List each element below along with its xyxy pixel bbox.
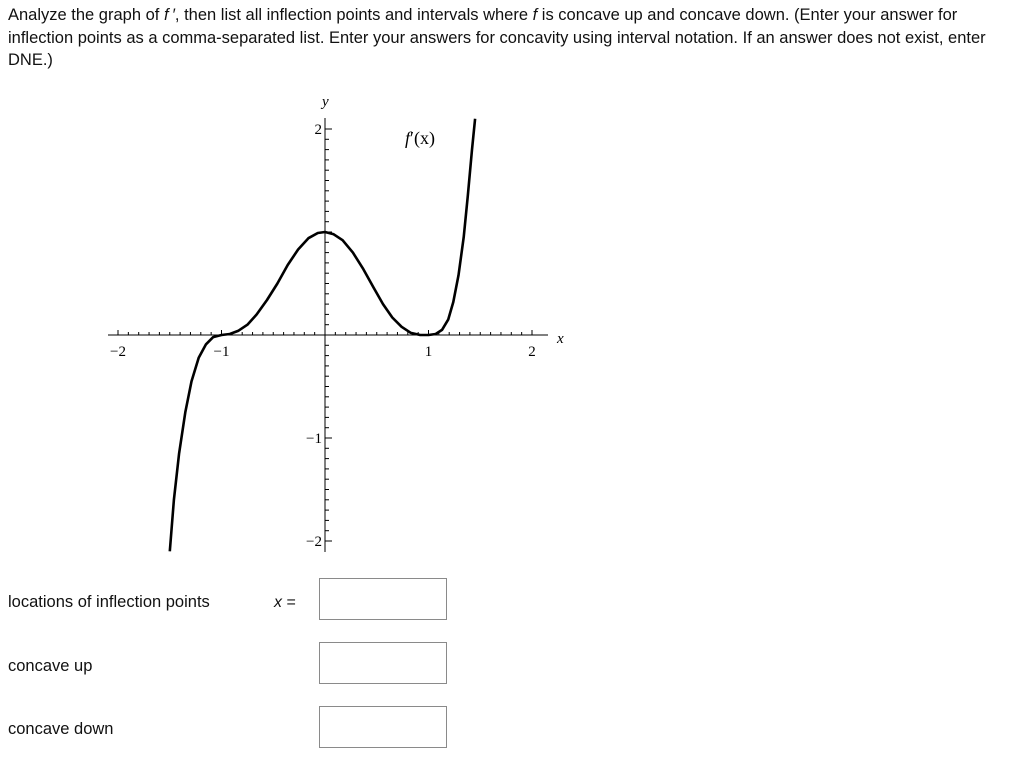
x-tick-label: 2: [528, 344, 536, 360]
y-axis-label: y: [322, 94, 329, 110]
prompt-text-1: Analyze the graph of: [8, 6, 164, 24]
x-axis-label: x: [557, 331, 564, 347]
inflection-input[interactable]: [319, 578, 447, 620]
prompt-fprime: f ′: [163, 6, 175, 24]
concave-up-input[interactable]: [319, 642, 447, 684]
y-tick-label: −1: [306, 431, 322, 447]
curve-label-rest: ′(x): [410, 128, 435, 148]
inflection-label: locations of inflection points: [8, 593, 210, 611]
prompt-text-3: is concave up and concave down. (Enter your answer for inflection points as a comma-separated list. Enter your answers for concavity using interval notation. If an answer does not exist, enter DNE.): [8, 6, 986, 69]
curve-label: [405, 128, 435, 149]
y-tick-label: 2: [314, 122, 322, 138]
prompt-f: f: [532, 6, 538, 24]
tick-labels: [110, 122, 536, 550]
eq-sign: =: [286, 594, 296, 611]
inflection-equation: [274, 594, 296, 612]
concave-up-label: concave up: [8, 657, 93, 675]
eq-var: x: [274, 594, 282, 611]
y-tick-label: −2: [306, 534, 322, 550]
concave-down-input[interactable]: [319, 706, 447, 748]
x-tick-label: −1: [213, 344, 230, 360]
x-tick-label: 1: [424, 344, 433, 360]
prompt-text-2: , then list all inflection points and intervals where: [174, 6, 533, 24]
curve-label-f: f: [405, 128, 411, 148]
concave-down-label: concave down: [8, 720, 114, 738]
x-tick-label: −2: [110, 344, 126, 360]
